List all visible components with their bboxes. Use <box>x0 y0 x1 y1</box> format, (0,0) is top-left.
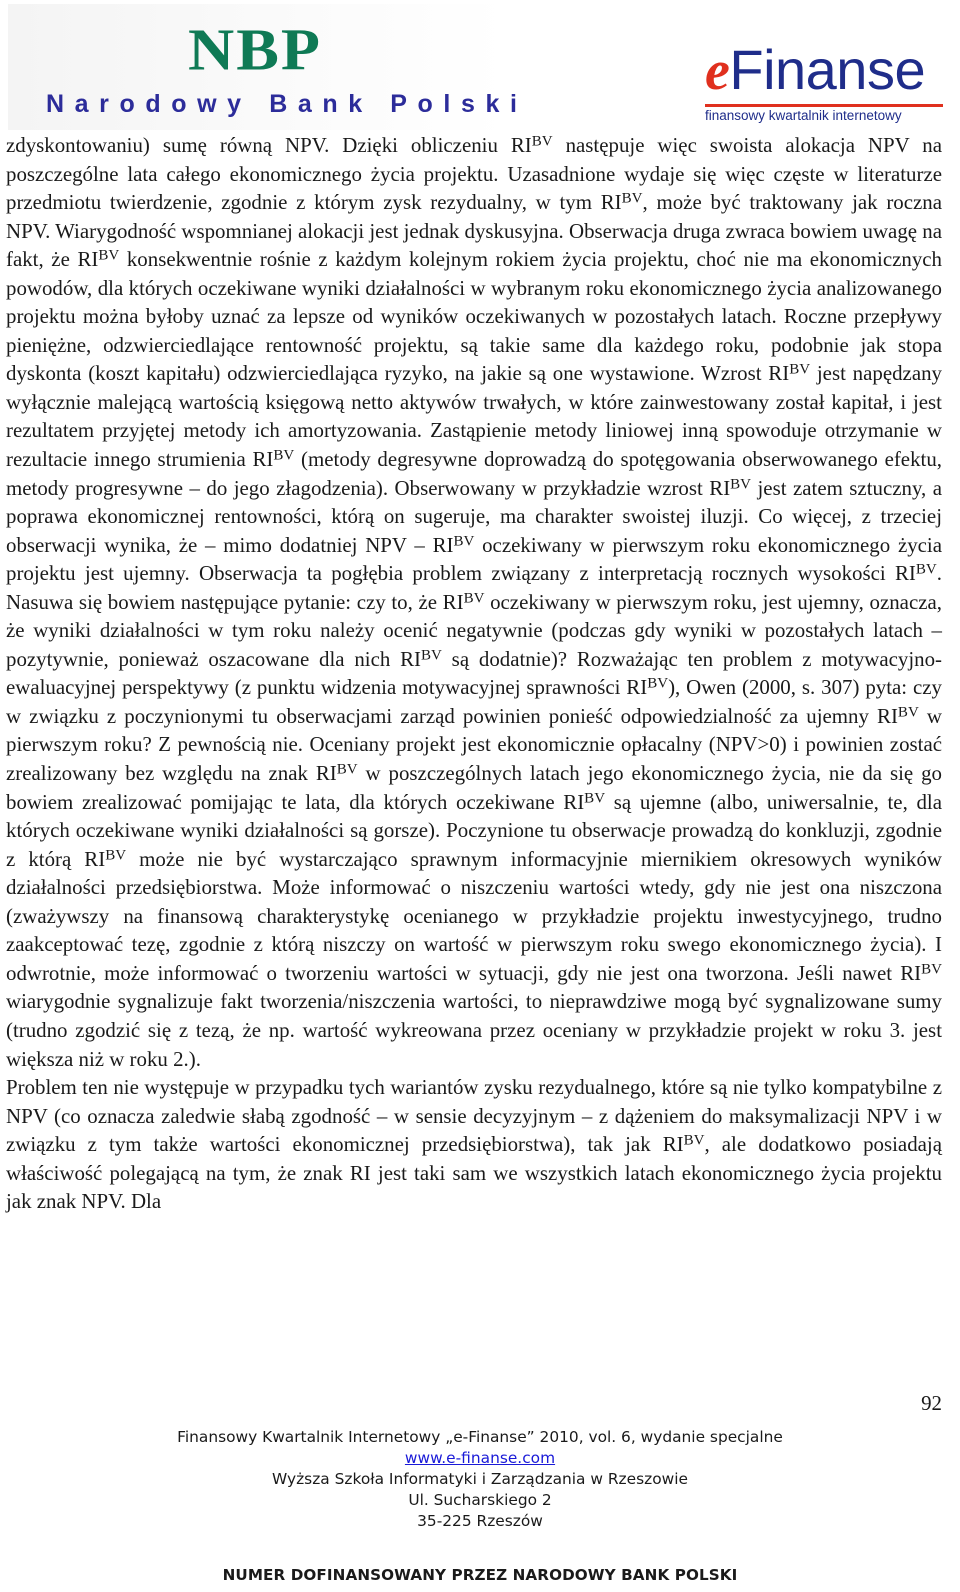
superscript-bv: BV <box>915 561 937 578</box>
efinanse-logo-prefix: e <box>705 40 730 102</box>
nbp-logo-abbreviation: NBP <box>188 16 322 83</box>
superscript-bv: BV <box>921 961 942 978</box>
paragraph-text: , ale dodatkowo posiadają właściwość polegającą na tym, że znak RI jest taki sam we wszystkich latach ekonomicznego życia projektu jak znak NPV. Dla <box>6 1132 942 1214</box>
superscript-bv: BV <box>421 647 442 664</box>
efinanse-logo-tagline: finansowy kwartalnik internetowy <box>705 108 902 123</box>
paragraph-text: jest zatem sztuczny, a poprawa ekonomicznej rentowności, którą on sugeruje, ma charakter swoistej iluzji. Co więcej, z trzeciej obserwacji wynika, że – mimo dodatniej NPV – RI <box>6 475 942 557</box>
body-text <box>6 131 942 1216</box>
paragraph-text: są ujemne (albo, uniwersalnie, te, dla których oczekiwane wyniki działalności są gorsze). Poczynione tu obserwacje prowadzą do konkluzji, zgodnie z którą RI <box>6 789 943 871</box>
superscript-bv: BV <box>336 761 358 778</box>
nbp-logo-full-name: Narodowy Bank Polski <box>46 90 528 118</box>
paragraph-text: oczekiwany w pierwszym roku, jest ujemny, oznacza, że wyniki działalności w tym roku należy ocenić negatywnie (podczas gdy wyniki w pozostałych latach – pozytywnie, ponieważ oszacowane dla nich RI <box>6 589 942 671</box>
paragraph-text: zdyskontowaniu) sumę równą NPV. Dzięki obliczeniu RI <box>6 133 532 157</box>
superscript-bv: BV <box>730 476 752 493</box>
superscript-bv: BV <box>463 590 485 607</box>
footer-journal-line: Finansowy Kwartalnik Internetowy „e-Finanse” 2010, vol. 6, wydanie specjalne <box>177 1428 783 1446</box>
footer-funding-note: NUMER DOFINANSOWANY PRZEZ NARODOWY BANK POLSKI <box>222 1566 738 1584</box>
paragraph <box>6 131 942 1073</box>
superscript-bv: BV <box>98 247 120 264</box>
page-footer <box>0 1427 960 1584</box>
superscript-bv: BV <box>584 790 606 807</box>
footer-city: 35-225 Rzeszów <box>417 1512 543 1530</box>
paragraph-text: . Nasuwa się bowiem następujące pytanie: czy to, że RI <box>6 561 942 614</box>
superscript-bv: BV <box>647 676 669 693</box>
paragraph-text: jest napędzany wyłącznie malejącą wartością księgową netto aktywów trwałych, w które zainwestowany został kapitał, i jest rezultatem przyjętej metody ich amortyzowania. Zastąpienie metody liniowej inną spowoduje otrzymanie w rezultacie innego strumienia RI <box>6 361 942 472</box>
paragraph-text: w pierwszym roku? Z pewnością nie. Oceniany projekt jest ekonomicznie opłacalny (NPV>0) i powinien zostać zrealizowany bez względu na znak RI <box>6 703 942 786</box>
paragraph-text: , może być traktowany jak roczna NPV. Wiarygodność wspomnianej alokacji jest jednak dyskusyjna. Obserwacja druga zwraca bowiem uwagę na fakt, że RI <box>6 190 942 272</box>
paragraph-text: może nie być wystarczająco sprawnym informacyjnie miernikiem okresowych wyników działalności przedsiębiorstwa. Może informować o niszczeniu wartości wtedy, gdy nie jest ona niszczona (zważywszy na finansową charakterystykę ocenianego w przykładzie projektu inwestycyjnego, trudno zaakceptować tezę, zgodnie z którą niszczy on wartość w pierwszym roku swego ekonomicznego życia). I odwrotnie, może informować o tworzeniu wartości w sytuacji, gdy nie jest ona tworzona. Jeśli nawet RI <box>6 846 942 985</box>
nbp-logo <box>8 4 528 130</box>
footer-institution: Wyższa Szkoła Informatyki i Zarządzania w Rzeszowie <box>272 1470 688 1488</box>
efinanse-logo <box>705 38 926 102</box>
superscript-bv: BV <box>789 362 811 379</box>
superscript-bv: BV <box>897 704 919 721</box>
paragraph-text: ), Owen (2000, s. 307) pyta: czy w związku z poczynionymi tu obserwacjami zarząd powinien ponieść odpowiedzialność za ujemny RI <box>6 675 942 728</box>
paragraph-text: następuje więc swoista alokacja NPV na poszczególne lata całego ekonomicznego życia projektu. Uzasadnione wydaje się więc częste w literaturze przedmiotu twierdzenie, zgodnie z którym zysk rezydualny, w tym RI <box>6 133 942 215</box>
efinanse-logo-rule <box>705 104 943 107</box>
superscript-bv: BV <box>531 133 553 150</box>
page-header <box>0 0 960 134</box>
footer-street: Ul. Sucharskiego 2 <box>408 1491 552 1509</box>
superscript-bv: BV <box>273 447 295 464</box>
paragraph-text: (metody degresywne doprowadzą do spotęgowania obserwowanego efektu, metody progresywne – do jego złagodzenia). Obserwowany w przykładzie wzrost RI <box>6 447 942 500</box>
superscript-bv: BV <box>105 847 127 864</box>
paragraph-text: konsekwentnie rośnie z każdym kolejnym rokiem życia projektu, choć nie ma ekonomicznych powodów, dla których oczekiwane wyniki działalności w wybranym roku ekonomicznego życia analizowanego projektu można byłoby uznać za lepsze od wyników oczekiwanych w pozostałych latach. Roczne przepływy pieniężne, odzwierciedlające rentowność projektu, są takie same dla każdego roku, podobnie jak stopa dyskonta (koszt kapitału) odzwierciedlająca ryzyko, na jakie są one wystawione. Wzrost RI <box>6 247 943 386</box>
paragraph <box>6 1073 942 1216</box>
page-number: 92 <box>921 1391 942 1415</box>
superscript-bv: BV <box>683 1132 705 1149</box>
paragraph-text: Problem ten nie występuje w przypadku tych wariantów zysku rezydualnego, które są nie tylko kompatybilne z NPV (co oznacza zaledwie słabą zgodność – w sensie decyzyjnym – z dążeniem do maksymalizacji NPV i w związku z tym także wartości ekonomicznej przedsiębiorstwa), tak jak RI <box>6 1075 942 1157</box>
paragraph-text: w poszczególnych latach jego ekonomicznego życia, nie da się go bowiem zrealizować pomijając te lata, dla których oczekiwane RI <box>6 761 942 814</box>
footer-website-link[interactable]: www.e-finanse.com <box>404 1449 556 1467</box>
superscript-bv: BV <box>453 533 475 550</box>
paragraph-text: są dodatnie)? Rozważając ten problem z motywacyjno-ewaluacyjnej perspektywy (z punktu widzenia motywacyjnej sprawności RI <box>6 646 942 700</box>
efinanse-logo-name: Finanse <box>729 38 926 101</box>
superscript-bv: BV <box>621 190 643 207</box>
paragraph-text: wiarygodnie sygnalizuje fakt tworzenia/niszczenia wartości, to nieprawdziwe mogą być sygnalizowane sumy (trudno zgodzić się z tezą, że np. wartość wykreowana przez oceniany w przykładzie projekt w roku 3. jest większa niż w roku 2.). <box>6 989 942 1071</box>
paragraph-text: oczekiwany w pierwszym roku ekonomicznego życia projektu jest ujemny. Obserwacja ta pogłębia problem związany z interpretacją rocznych wysokości RI <box>6 532 943 586</box>
